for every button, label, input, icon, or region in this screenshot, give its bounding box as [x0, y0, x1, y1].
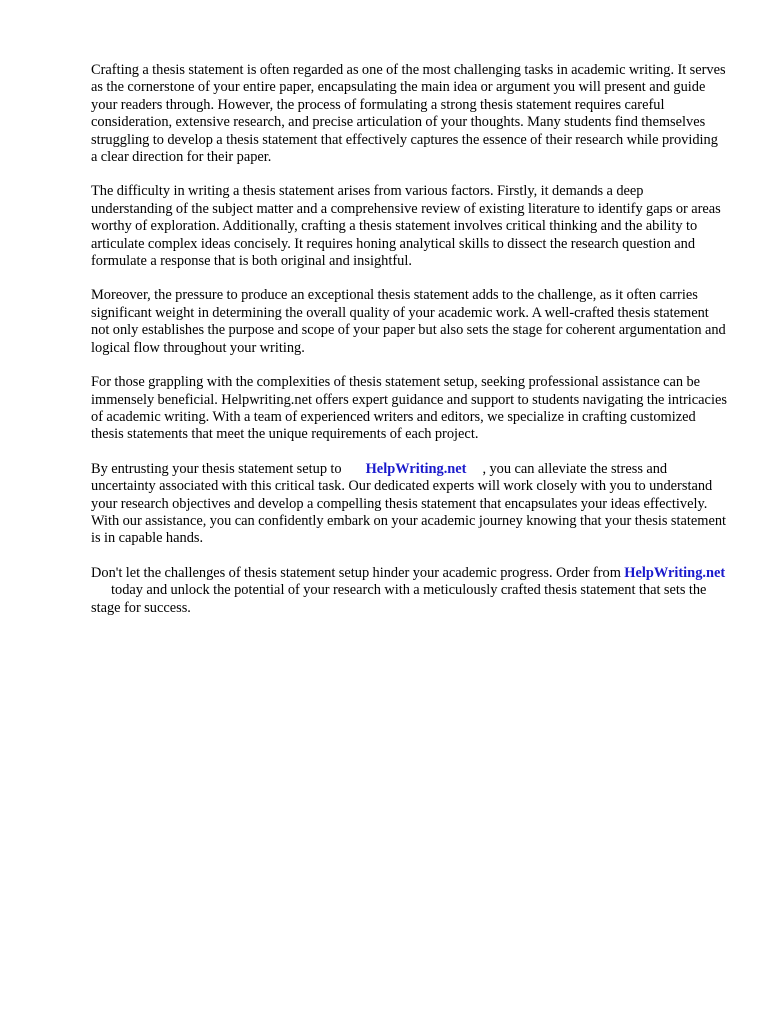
paragraph-difficulty: The difficulty in writing a thesis statement arises from various factors. Firstly, it demands a deep understanding of the subject matter and a comprehensive review of existing literature to identify gaps or areas worthy of exploration. Additionally, crafting a thesis statement involves critical thinking and the ability to articulate complex ideas concisely. It requires honing analytical skills to dissect the research question and formulate a response that is both original and insightful. — [91, 183, 721, 270]
paragraph-order-lead: Don't let the challenges of thesis statement setup hinder your academic progress. Order from — [91, 564, 621, 581]
helpwriting-order-link[interactable]: HelpWriting.net — [624, 564, 726, 581]
paragraph-order-rest: today and unlock the potential of your research with a meticulously crafted thesis statement that sets the stage for success. — [91, 582, 707, 616]
paragraph-entrusting-lead: By entrusting your thesis statement setup to — [91, 460, 342, 477]
helpwriting-link[interactable]: HelpWriting.net — [365, 460, 467, 477]
paragraph-order — [91, 565, 727, 617]
paragraph-entrusting-rest: , you can alleviate the stress and uncertainty associated with this critical task. Our dedicated experts will work closely with you to understand your research objectives and develop a compelling thesis statement that encapsulates your ideas effectively. With our assistance, you can confidently embark on your academic journey knowing that your thesis statement is in capable hands. — [91, 460, 727, 547]
document-body — [91, 62, 727, 634]
paragraph-intro: Crafting a thesis statement is often regarded as one of the most challenging tasks in academic writing. It serves as the cornerstone of your entire paper, encapsulating the main idea or argument you will present and guide your readers through. However, the process of formulating a strong thesis statement requires careful consideration, extensive research, and precise articulation of your thoughts. Many students find themselves struggling to develop a thesis statement that effectively captures the essence of their research while providing a clear direction for their paper. — [91, 62, 726, 166]
paragraph-pressure: Moreover, the pressure to produce an exceptional thesis statement adds to the challenge, as it often carries significant weight in determining the overall quality of your academic work. A well-crafted thesis statement not only establishes the purpose and scope of your paper but also sets the stage for coherent argumentation and logical flow throughout your writing. — [91, 287, 726, 356]
paragraph-assistance: For those grappling with the complexities of thesis statement setup, seeking professional assistance can be immensely beneficial. Helpwriting.net offers expert guidance and support to students navigating the intricacies of academic writing. With a team of experienced writers and editors, we specialize in crafting customized thesis statements that meet the unique requirements of each project. — [91, 374, 727, 443]
paragraph-entrusting — [91, 461, 727, 548]
